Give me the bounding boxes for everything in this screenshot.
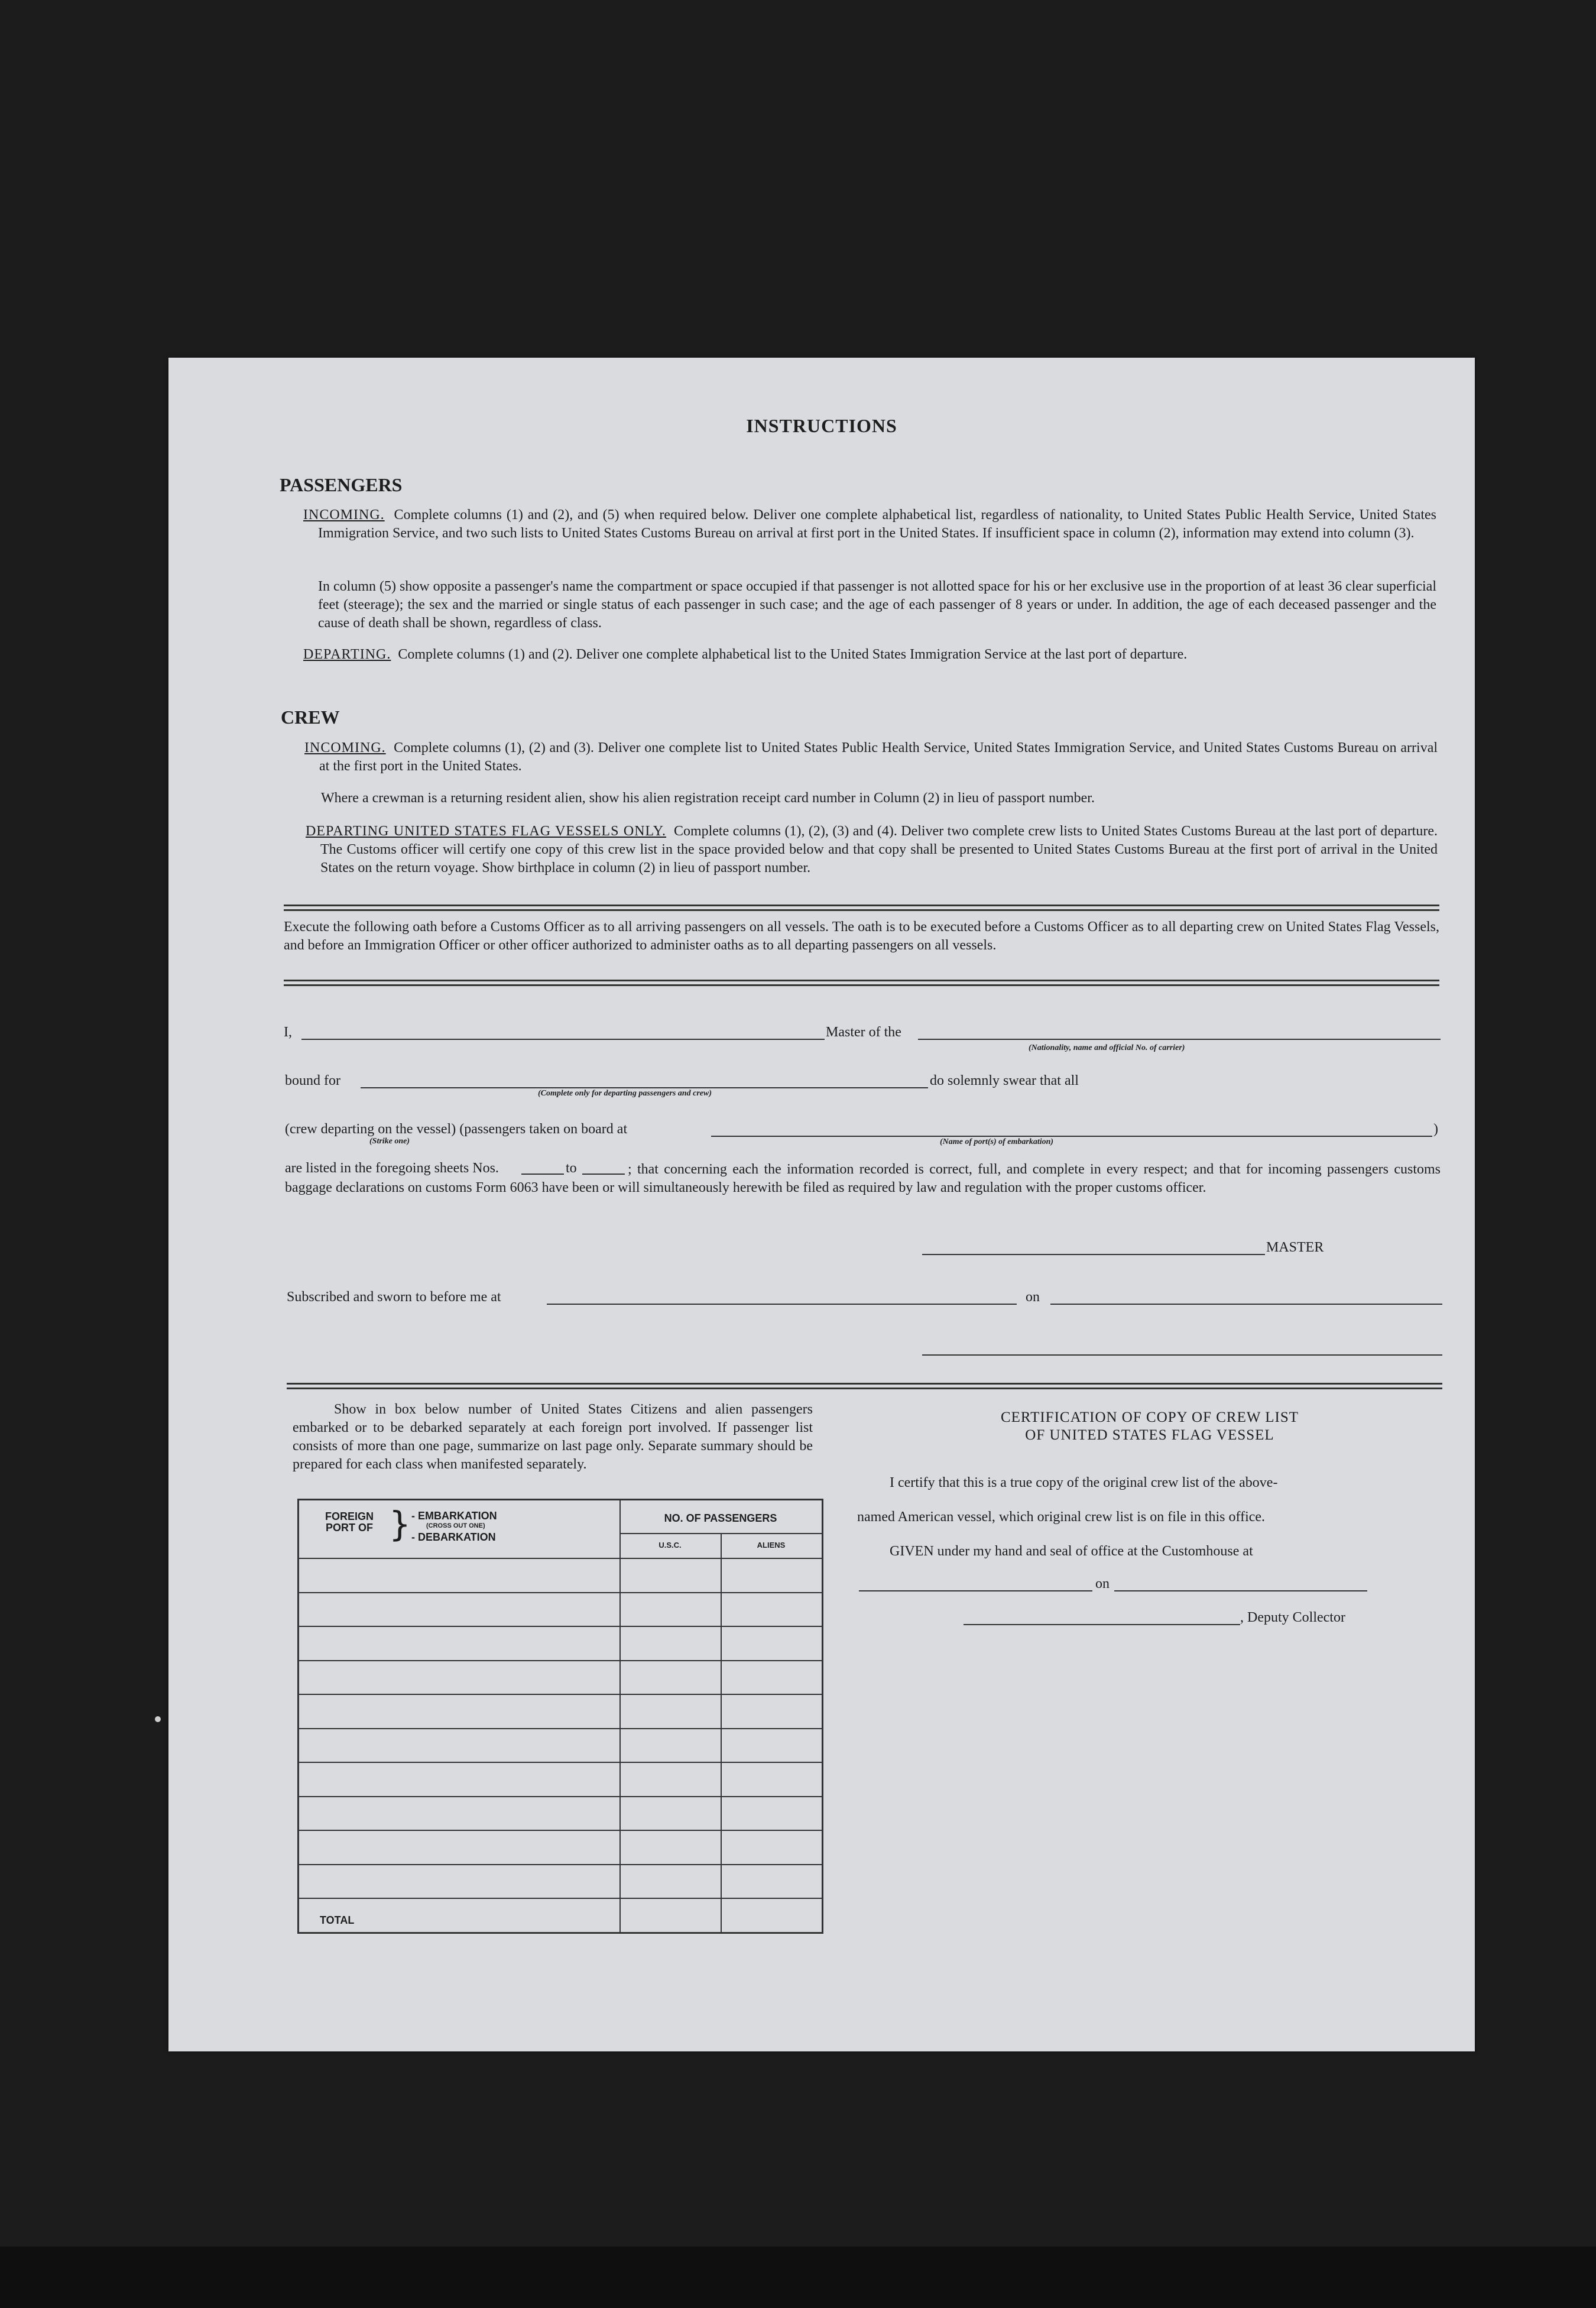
- carrier-caption: (Nationality, name and official No. of carrier): [1029, 1043, 1185, 1052]
- certification-date-line[interactable]: [1114, 1590, 1367, 1591]
- passengers-heading: PASSENGERS: [280, 474, 403, 495]
- crew-departing-lead: DEPARTING UNITED STATES FLAG VESSELS ONLY.: [306, 824, 667, 839]
- embarkation-label: - EMBARKATION: [411, 1510, 497, 1522]
- table-divider-counts: [721, 1534, 722, 1932]
- listed-text-a: are listed in the foregoing sheets Nos.: [285, 1161, 499, 1176]
- certification-on-label: on: [1095, 1576, 1110, 1591]
- table-row-rule: [299, 1830, 822, 1831]
- passengers-departing-text: Complete columns (1) and (2). Deliver one complete alphabetical list to the United States Immigration Service at the last port of departure.: [398, 647, 1188, 662]
- listed-to-label: to: [566, 1161, 577, 1176]
- passengers-incoming-lead: INCOMING.: [303, 507, 385, 523]
- certification-title-line2: OF UNITED STATES FLAG VESSEL: [1025, 1427, 1274, 1443]
- table-row-rule: [299, 1864, 822, 1865]
- summary-note-text: Show in box below number of United States Citizens and alien passengers embarked or to be debarked separately at each foreign port involved. If passenger list consists of more than one page, summarize on last page only. Separate summary should be prepared for each class when manifested separately.: [293, 1402, 813, 1472]
- swear-text: do solemnly swear that all: [930, 1073, 1079, 1088]
- crew-incoming-paragraph: [304, 739, 1438, 776]
- close-paren: ): [1433, 1121, 1438, 1137]
- listed-text-b: ; that concerning each the information recorded is correct, full, and complete in every respect; and that for incoming passengers customs baggage declarations on customs Form 6063 have been or will simultaneously herewith be filed as required by law and regulation with the proper customs officer.: [285, 1162, 1441, 1195]
- deputy-signature-line[interactable]: [964, 1624, 1240, 1625]
- table-row-rule: [299, 1694, 822, 1695]
- double-rule-bottom: [287, 1383, 1442, 1389]
- embarkation-ports-line[interactable]: [711, 1136, 1432, 1137]
- certification-title: [875, 1409, 1425, 1444]
- table-row-rule: [299, 1592, 822, 1593]
- officer-signature-line[interactable]: [922, 1354, 1442, 1356]
- double-rule-top: [284, 905, 1439, 911]
- oath-i-label: I,: [284, 1025, 292, 1040]
- col-foreign-port-of: FOREIGN PORT OF: [325, 1510, 374, 1534]
- crew-heading: CREW: [281, 706, 340, 728]
- passengers-departing-paragraph: [303, 646, 1436, 664]
- table-header-rule: [299, 1558, 822, 1559]
- table-header-subrule: [619, 1533, 822, 1534]
- crew-departing-text: (crew departing on the vessel) (passengers taken on board at: [285, 1121, 628, 1137]
- master-name-line[interactable]: [301, 1039, 825, 1040]
- passengers-column5-paragraph: [318, 578, 1436, 633]
- listed-paragraph: [285, 1161, 1441, 1197]
- summary-note-paragraph: [293, 1401, 813, 1474]
- debarkation-label: - DEBARKATION: [411, 1531, 496, 1543]
- passengers-incoming-text: Complete columns (1) and (2), and (5) when required below. Deliver one complete alphabetical list, regardless of nationality, to United States Public Health Service, United States Immigration Service, and two such lists to United States Customs Bureau on arrival at first port in the United States. If insufficient space in column (2), information may extend into column (3).: [318, 507, 1437, 541]
- certification-title-line1: CERTIFICATION OF COPY OF CREW LIST: [1000, 1409, 1299, 1425]
- given-text: GIVEN under my hand and seal of office at the Customhouse at: [890, 1544, 1253, 1559]
- table-row-rule: [299, 1898, 822, 1899]
- oath-instruction-paragraph: [284, 918, 1439, 955]
- certify-text-line2: named American vessel, which original crew list is on file in this office.: [857, 1509, 1266, 1525]
- subscribed-label: Subscribed and sworn to before me at: [287, 1289, 501, 1305]
- table-row-rule: [299, 1626, 822, 1627]
- table-row-rule: [299, 1796, 822, 1797]
- subscribed-on-label: on: [1026, 1289, 1040, 1305]
- bound-for-line[interactable]: [361, 1087, 928, 1088]
- deputy-collector-label: , Deputy Collector: [1240, 1610, 1345, 1625]
- brace-icon: }: [389, 1504, 411, 1544]
- strike-one-caption: (Strike one): [369, 1137, 410, 1146]
- crew-departing-text: Complete columns (1), (2), (3) and (4). Deliver two complete crew lists to United States Customs Bureau at the last port of departure. The Customs officer will certify one copy of this crew list in the space provided below and that copy shall be presented to United States Customs Bureau at the first port of arrival in the United States on the return voyage. Show birthplace in column (2) in lieu of passport number.: [320, 824, 1438, 876]
- scan-background-bottom: [0, 2247, 1596, 2308]
- document-page: [168, 358, 1475, 2051]
- crew-incoming-text: Complete columns (1), (2) and (3). Deliver one complete list to United States Public Health Service, United States Immigration Service, and United States Customs Bureau on arrival at the first port in the United States.: [319, 740, 1438, 774]
- usc-header: U.S.C.: [658, 1541, 682, 1550]
- ports-caption: (Name of port(s) of embarkation): [940, 1137, 1054, 1146]
- aliens-header: ALIENS: [757, 1541, 786, 1550]
- bound-for-caption: (Complete only for departing passengers and crew): [538, 1089, 712, 1098]
- crew-incoming-lead: INCOMING.: [304, 740, 386, 756]
- passengers-column5-text: In column (5) show opposite a passenger's name the compartment or space occupied if that passenger is not allotted space for his or her exclusive use in the proportion of at least 36 clear superficial feet (steerage); the sex and the married or single status of each passenger in such case; and the age of each passenger of 8 years or under. In addition, the age of each deceased passenger and the cause of death shall be shown, regardless of class.: [318, 579, 1436, 631]
- passenger-summary-table: [297, 1499, 823, 1934]
- crew-departing-paragraph: [306, 822, 1438, 877]
- master-signature-line[interactable]: [922, 1254, 1265, 1255]
- carrier-line[interactable]: [918, 1039, 1441, 1040]
- subscribed-date-line[interactable]: [1050, 1304, 1442, 1305]
- table-row-rule: [299, 1660, 822, 1661]
- crew-resident-paragraph: [321, 789, 1438, 808]
- oath-instruction-text: Execute the following oath before a Customs Officer as to all arriving passengers on all vessels. The oath is to be executed before a Customs Officer as to all departing crew on United States Flag Vessels, and before an Immigration Officer or other officer authorized to administer oaths as to all departing passengers on all vessels.: [284, 919, 1439, 953]
- page-title: INSTRUCTIONS: [746, 415, 897, 436]
- scan-dust-speck: [155, 1716, 161, 1722]
- table-row-rule: [299, 1932, 822, 1933]
- certify-text-line1: I certify that this is a true copy of the original crew list of the above-: [890, 1475, 1278, 1490]
- passengers-incoming-paragraph: [303, 506, 1436, 543]
- no-of-passengers-header: NO. OF PASSENGERS: [664, 1512, 777, 1524]
- cross-out-one-label: (CROSS OUT ONE): [426, 1522, 485, 1529]
- bound-for-label: bound for: [285, 1073, 340, 1088]
- total-label: TOTAL: [320, 1914, 355, 1926]
- table-divider-port: [619, 1500, 621, 1932]
- master-of-the-label: Master of the: [826, 1025, 901, 1040]
- double-rule-oath: [284, 980, 1439, 986]
- master-label: MASTER: [1266, 1240, 1324, 1255]
- customhouse-line[interactable]: [859, 1590, 1092, 1591]
- table-row-rule: [299, 1728, 822, 1729]
- subscribed-place-line[interactable]: [547, 1304, 1017, 1305]
- passengers-departing-lead: DEPARTING.: [303, 647, 391, 662]
- crew-resident-text: Where a crewman is a returning resident alien, show his alien registration receipt card number in Column (2) in lieu of passport number.: [321, 790, 1095, 806]
- table-row-rule: [299, 1762, 822, 1763]
